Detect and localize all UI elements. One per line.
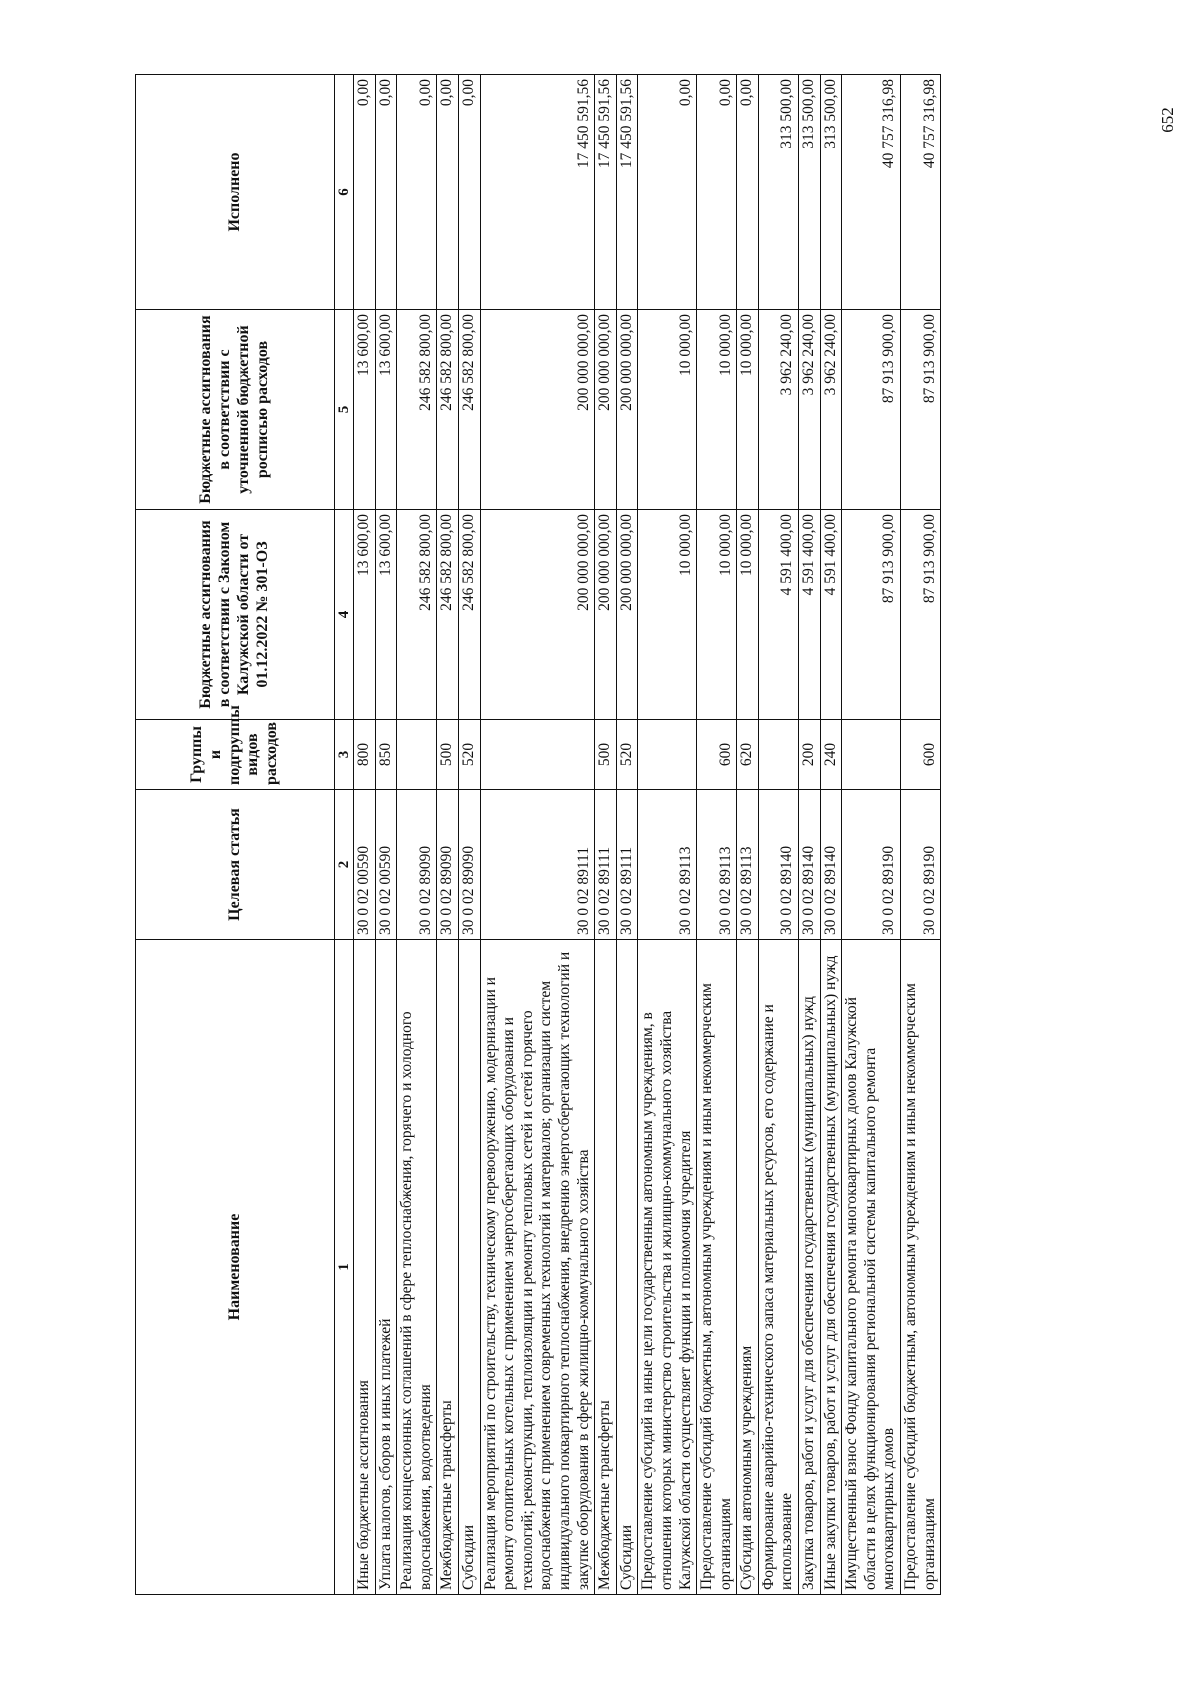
row-code: 30 0 02 89140 (799, 790, 821, 940)
row-group: 600 (697, 720, 737, 790)
row-law: 4 591 400,00 (820, 510, 842, 720)
row-group (638, 720, 697, 790)
row-code: 30 0 02 89090 (458, 790, 480, 940)
table-row (595, 75, 617, 1595)
row-code: 30 0 02 89111 (595, 790, 617, 940)
row-refined: 87 913 900,00 (842, 310, 901, 510)
row-code: 30 0 02 89190 (842, 790, 901, 940)
row-name: Предоставление субсидий бюджетным, автономным учреждениям и иным некоммерческим организациям (901, 940, 941, 1595)
row-executed: 313 500,00 (799, 75, 821, 310)
row-code: 30 0 02 89111 (480, 790, 595, 940)
row-executed: 0,00 (458, 75, 480, 310)
row-law: 87 913 900,00 (842, 510, 901, 720)
row-executed: 17 450 591,56 (595, 75, 617, 310)
row-law: 13 600,00 (375, 510, 397, 720)
column-number: 5 (335, 310, 354, 510)
row-code: 30 0 02 89090 (437, 790, 459, 940)
row-executed: 0,00 (638, 75, 697, 310)
row-refined: 10 000,00 (638, 310, 697, 510)
row-refined: 200 000 000,00 (616, 310, 638, 510)
row-code: 30 0 02 00590 (375, 790, 397, 940)
row-code: 30 0 02 89140 (758, 790, 798, 940)
row-name: Реализация концессионных соглашений в сфере теплоснабжения, горячего и холодного водоснабжения, водоотведения (397, 940, 437, 1595)
row-executed: 0,00 (697, 75, 737, 310)
row-refined: 200 000 000,00 (595, 310, 617, 510)
rotated-page (135, 75, 1080, 1595)
row-name: Предоставление субсидий бюджетным, автономным учреждениям и иным некоммерческим организациям (697, 940, 737, 1595)
table-row (354, 75, 376, 1595)
row-executed: 313 500,00 (820, 75, 842, 310)
row-group: 800 (354, 720, 376, 790)
row-refined: 13 600,00 (354, 310, 376, 510)
row-executed: 0,00 (375, 75, 397, 310)
header-target-article: Целевая статья (136, 790, 335, 940)
row-code: 30 0 02 89140 (820, 790, 842, 940)
header-refined-allocations: Бюджетные ассигнования в соответствии с уточненной бюджетной росписью расходов (136, 310, 335, 510)
row-executed: 0,00 (354, 75, 376, 310)
row-executed: 313 500,00 (758, 75, 798, 310)
header-name: Наименование (136, 940, 335, 1595)
table-row (458, 75, 480, 1595)
row-executed: 0,00 (737, 75, 759, 310)
row-name: Формирование аварийно-технического запаса материальных ресурсов, его содержание и использование (758, 940, 798, 1595)
row-law: 4 591 400,00 (799, 510, 821, 720)
row-name: Закупка товаров, работ и услуг для обеспечения государственных (муниципальных) нужд (799, 940, 821, 1595)
row-name: Межбюджетные трансферты (437, 940, 459, 1595)
row-executed: 17 450 591,56 (616, 75, 638, 310)
row-law: 13 600,00 (354, 510, 376, 720)
row-group: 500 (437, 720, 459, 790)
row-group: 520 (616, 720, 638, 790)
row-name: Субсидии автономным учреждениям (737, 940, 759, 1595)
row-refined: 87 913 900,00 (901, 310, 941, 510)
row-executed: 0,00 (437, 75, 459, 310)
table-row (842, 75, 901, 1595)
table-row (820, 75, 842, 1595)
row-refined: 246 582 800,00 (458, 310, 480, 510)
row-name: Предоставление субсидий на иные цели государственным автономным учреждениям, в отношении которых министерство строительства и жилищно-коммунального хозяйства Калужской области осуществляет функции и полномочия учредителя (638, 940, 697, 1595)
row-refined: 10 000,00 (737, 310, 759, 510)
row-refined: 3 962 240,00 (820, 310, 842, 510)
column-number-row (335, 75, 354, 1595)
row-group: 600 (901, 720, 941, 790)
table-row (901, 75, 941, 1595)
row-refined: 246 582 800,00 (397, 310, 437, 510)
row-law: 200 000 000,00 (616, 510, 638, 720)
header-law-allocations: Бюджетные ассигнования в соответствии с Законом Калужской области от 01.12.2022 № 301-ОЗ (136, 510, 335, 720)
column-number: 3 (335, 720, 354, 790)
table-row (758, 75, 798, 1595)
row-law: 10 000,00 (697, 510, 737, 720)
row-group: 500 (595, 720, 617, 790)
row-refined: 13 600,00 (375, 310, 397, 510)
row-law: 246 582 800,00 (397, 510, 437, 720)
row-executed: 40 757 316,98 (901, 75, 941, 310)
table-row (737, 75, 759, 1595)
row-code: 30 0 02 89113 (638, 790, 697, 940)
row-name: Реализация мероприятий по строительству, техническому перевооружению, модернизации и ремонту отопительных котельных с применением энергосберегающих оборудования и технологий; реконструкции, теплоизоляции и ремонту тепловых сетей и сетей горячего водоснабжения с применением современных технологий и материалов; организации систем индивидуального поквартирного теплоснабжения, внедрению энергосберегающих технологий и закупке оборудования в сфере жилищно-коммунального хозяйства (480, 940, 595, 1595)
table-row (638, 75, 697, 1595)
row-name: Иные бюджетные ассигнования (354, 940, 376, 1595)
page-number (1148, 90, 1188, 150)
row-group (480, 720, 595, 790)
row-law: 246 582 800,00 (437, 510, 459, 720)
row-group: 850 (375, 720, 397, 790)
row-name: Межбюджетные трансферты (595, 940, 617, 1595)
row-executed: 17 450 591,56 (480, 75, 595, 310)
row-code: 30 0 02 89113 (697, 790, 737, 940)
header-row (136, 75, 335, 1595)
row-refined: 10 000,00 (697, 310, 737, 510)
row-code: 30 0 02 89090 (397, 790, 437, 940)
row-code: 30 0 02 89113 (737, 790, 759, 940)
table-row (480, 75, 595, 1595)
table-row (799, 75, 821, 1595)
column-number: 1 (335, 940, 354, 1595)
row-group: 520 (458, 720, 480, 790)
header-executed: Исполнено (136, 75, 335, 310)
page-number-text: 652 (1158, 107, 1177, 133)
row-group: 240 (820, 720, 842, 790)
row-group: 200 (799, 720, 821, 790)
column-number: 2 (335, 790, 354, 940)
table-row (697, 75, 737, 1595)
row-refined: 3 962 240,00 (799, 310, 821, 510)
row-group (758, 720, 798, 790)
row-law: 10 000,00 (638, 510, 697, 720)
column-number: 6 (335, 75, 354, 310)
row-law: 200 000 000,00 (595, 510, 617, 720)
column-number: 4 (335, 510, 354, 720)
header-expense-groups: Группы и подгруппы видов расходов (136, 720, 335, 790)
table-row (375, 75, 397, 1595)
row-law: 87 913 900,00 (901, 510, 941, 720)
row-name: Субсидии (616, 940, 638, 1595)
row-name: Иные закупки товаров, работ и услуг для обеспечения государственных (муниципальных) нужд (820, 940, 842, 1595)
row-name: Субсидии (458, 940, 480, 1595)
table-row (616, 75, 638, 1595)
row-group (842, 720, 901, 790)
row-group: 620 (737, 720, 759, 790)
row-refined: 200 000 000,00 (480, 310, 595, 510)
row-refined: 3 962 240,00 (758, 310, 798, 510)
row-law: 200 000 000,00 (480, 510, 595, 720)
table-row (397, 75, 437, 1595)
row-law: 10 000,00 (737, 510, 759, 720)
row-law: 4 591 400,00 (758, 510, 798, 720)
budget-execution-table (135, 74, 941, 1595)
row-code: 30 0 02 89190 (901, 790, 941, 940)
row-executed: 0,00 (397, 75, 437, 310)
row-name: Уплата налогов, сборов и иных платежей (375, 940, 397, 1595)
row-law: 246 582 800,00 (458, 510, 480, 720)
row-code: 30 0 02 89111 (616, 790, 638, 940)
row-code: 30 0 02 00590 (354, 790, 376, 940)
row-refined: 246 582 800,00 (437, 310, 459, 510)
table-row (437, 75, 459, 1595)
row-name: Имущественный взнос Фонду капитального ремонта многоквартирных домов Калужской области в целях функционирования региональной системы капитального ремонта многоквартирных домов (842, 940, 901, 1595)
row-group (397, 720, 437, 790)
row-executed: 40 757 316,98 (842, 75, 901, 310)
